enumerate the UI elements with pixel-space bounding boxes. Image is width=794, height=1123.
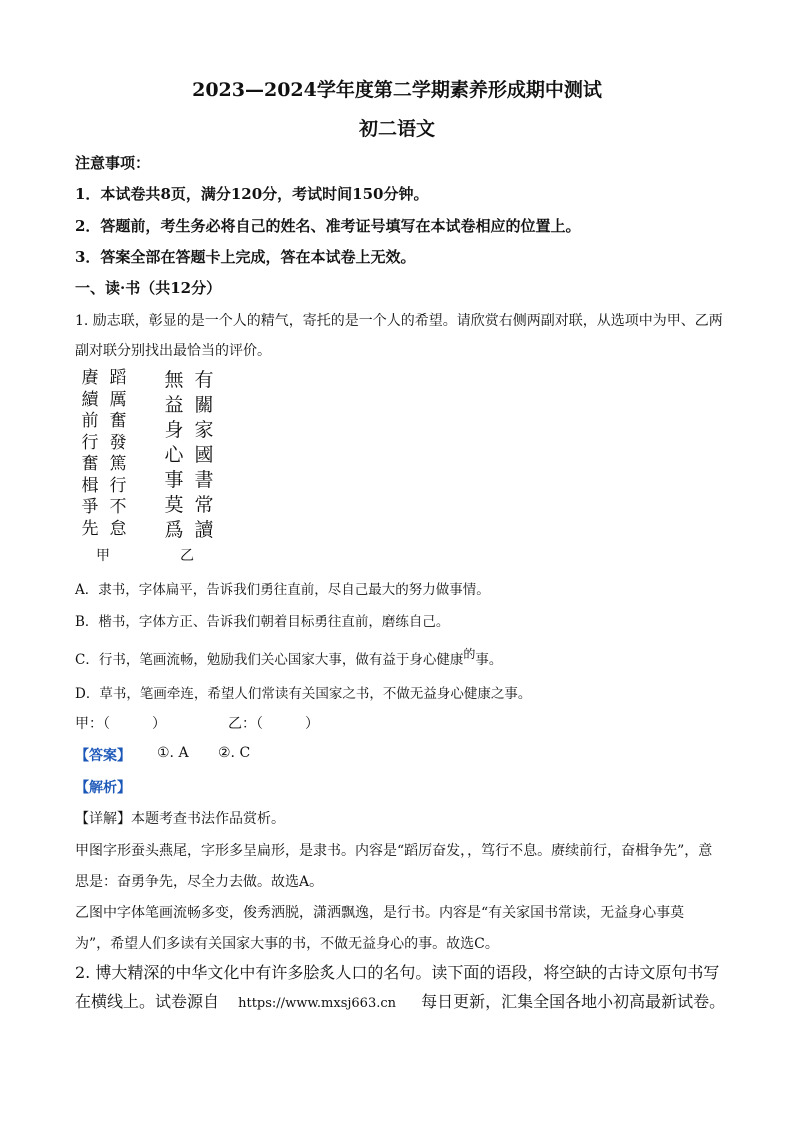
source-url-link[interactable]: https://www.mxsj663.cn (238, 996, 396, 1011)
option-d: D．草书，笔画牵连，希望人们常读有关国家之书，不做无益身心健康之事。 (75, 686, 532, 702)
detail-intro: 本题考查书法作品赏析。 (131, 811, 285, 827)
couplet-yi-left-column: 無 益 身 心 事 莫 爲 (164, 369, 184, 541)
question-1-stem-line-1: 1. 励志联，彰显的是一个人的精气，寄托的是一个人的希望。请欣赏右侧两副对联，从选项中为甲、乙两 (75, 313, 723, 329)
notice-item-2: 2．答题前，考生务必将自己的姓名、准考证号填写在本试卷相应的位置上。 (75, 217, 581, 235)
detail-paragraph-2-line-2: 为”，希望人们多读有关国家大事的书，不做无益身心的事。故选C。 (75, 936, 499, 952)
notice-item-1: 1．本试卷共8页，满分120分，考试时间150分钟。 (75, 185, 429, 203)
option-a: A．隶书，字体扁平，告诉我们勇往直前，尽自己最大的努力做事情。 (75, 582, 490, 598)
question-2-stem-line-1: 2. 博大精深的中华文化中有许多脍炙人口的名句。读下面的语段，将空缺的古诗文原句书写 (75, 963, 720, 982)
detail-paragraph-1-line-2: 思是：奋勇争先，尽全力去做。故选A。 (75, 874, 324, 890)
detail-line (75, 808, 285, 828)
detail-paragraph-1-line-1: 甲图字形蚕头燕尾，字形多呈扁形，是隶书。内容是“蹈厉奋发，，笃行不息。赓续前行，奋楫争先”，意 (75, 843, 713, 859)
couplet-jia-right-column: 蹈 厲 奮 發 篤 行 不 怠 (109, 368, 127, 539)
answer-tag: 【答案】 (75, 748, 131, 764)
question-2-stem-line-2: 在横线上。试卷源自 https://www.mxsj663.cn 每日更新，汇集全国各地小初高最新试卷。 (75, 992, 726, 1011)
option-b: B．楷书，字体方正、告诉我们朝着目标勇往直前，磨练自己。 (75, 614, 450, 630)
answer-1: ①. A (157, 745, 189, 761)
blank-jia: 甲：（ ） (75, 716, 166, 732)
couplet-yi-caption: 乙 (180, 548, 194, 564)
detail-tag: 【详解】 (75, 811, 131, 827)
notice-item-3: 3．答案全部在答题卡上完成，答在本试卷上无效。 (75, 248, 416, 266)
detail-paragraph-2-line-1: 乙图中字体笔画流畅多变，俊秀洒脱，潇洒飘逸，是行书。内容是“有关家国书常读，无益身心事莫 (75, 905, 685, 921)
section-heading: 一、读·书（共12分） (75, 279, 222, 297)
answer-2: ②. C (218, 745, 251, 761)
page-subtitle: 初二语文 (358, 118, 435, 140)
analysis-tag: 【解析】 (75, 780, 131, 796)
question-1-stem-line-2: 副对联分别找出最恰当的评价。 (75, 343, 271, 359)
blank-yi: 乙：（ ） (228, 716, 319, 732)
couplet-jia-left-column: 賡 續 前 行 奮 楫 爭 先 (81, 368, 99, 539)
page-title: 2023—2024学年度第二学期素养形成期中测试 (192, 79, 602, 101)
couplet-jia-caption: 甲 (96, 548, 110, 564)
notice-heading: 注意事项： (75, 154, 151, 172)
option-c: C．行书，笔画流畅，勉励我们关心国家大事，做有益于身心健康的事。 (75, 647, 503, 668)
couplet-yi-right-column: 有 關 家 國 書 常 讀 (194, 369, 214, 541)
